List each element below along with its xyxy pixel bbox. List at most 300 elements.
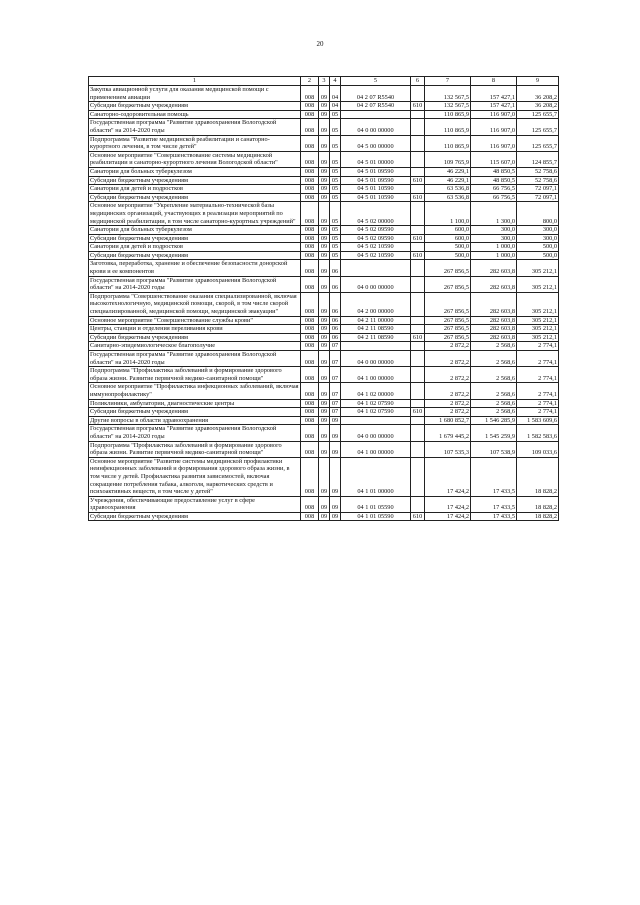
cell-subsection: 05: [330, 234, 341, 243]
cell-section: 09: [319, 243, 330, 252]
cell-amount-year2: 17 433,5: [471, 496, 517, 512]
cell-expense-type: [411, 342, 425, 351]
cell-amount-year3: 1 583 609,6: [517, 416, 559, 425]
cell-name: Подпрограмма "Профилактика заболеваний и формирование здорового образа жизни. Развитие первичной медико-санитарной помощи": [89, 367, 301, 383]
cell-subsection: 06: [330, 333, 341, 342]
table-row: [89, 457, 559, 496]
cell-name: Субсидии бюджетным учреждениям: [89, 333, 301, 342]
cell-amount-year1: 63 536,8: [425, 185, 471, 194]
column-header: 7: [425, 77, 471, 86]
cell-expense-type: [411, 496, 425, 512]
cell-name: Основное мероприятие "Профилактика инфекционных заболеваний, включая иммунопрофилактику": [90, 383, 299, 398]
cell-subsection: 06: [330, 276, 341, 292]
cell-expense-type: [411, 185, 425, 194]
cell-amount-year2: 300,0: [471, 234, 517, 243]
table-row: [89, 251, 559, 260]
cell-amount-year3: 500,0: [517, 243, 559, 252]
cell-amount-year3: 125 655,7: [517, 135, 559, 151]
cell-ministry-code: 008: [301, 226, 319, 235]
cell-name: Подпрограмма "Совершенствование оказания специализированной, включая высокотехнологичную, медицинской помощи, скорой, в том числе скорой специализированной, медицинской помощи, медицинской эвакуации": [89, 292, 301, 316]
cell-name: Субсидии бюджетным учреждениям: [89, 193, 301, 202]
cell-amount-year1: 267 856,5: [425, 325, 471, 334]
cell-ministry-code: 008: [301, 260, 319, 276]
cell-amount-year3: 305 212,1: [517, 292, 559, 316]
cell-subsection: 05: [330, 135, 341, 151]
cell-section: 09: [319, 342, 330, 351]
cell-section: 09: [319, 512, 330, 521]
cell-amount-year3: 124 855,7: [517, 151, 559, 167]
cell-section: 09: [319, 316, 330, 325]
cell-amount-year1: 600,0: [425, 226, 471, 235]
cell-section: 09: [319, 102, 330, 111]
cell-subsection: 04: [330, 102, 341, 111]
cell-name: Центры, станции и отделения переливания крови: [89, 325, 301, 334]
column-header: 8: [471, 77, 517, 86]
cell-section: 09: [319, 135, 330, 151]
cell-section: 09: [319, 193, 330, 202]
cell-ministry-code: 008: [301, 367, 319, 383]
cell-subsection: 05: [330, 185, 341, 194]
cell-amount-year2: 282 603,8: [471, 333, 517, 342]
cell-amount-year2: 282 603,8: [471, 316, 517, 325]
cell-amount-year3: 18 828,2: [517, 496, 559, 512]
cell-name: Субсидии бюджетным учреждениям: [89, 102, 301, 111]
cell-expense-type: [411, 243, 425, 252]
cell-expense-type: [411, 276, 425, 292]
cell-amount-year1: 110 865,9: [425, 110, 471, 119]
table-row: [89, 193, 559, 202]
cell-amount-year1: 267 856,5: [425, 276, 471, 292]
cell-amount-year3: 36 208,2: [517, 86, 559, 102]
cell-section: 09: [319, 496, 330, 512]
cell-amount-year1: 267 856,5: [425, 316, 471, 325]
cell-ministry-code: 008: [301, 193, 319, 202]
cell-expense-type: [411, 110, 425, 119]
cell-ministry-code: 008: [301, 457, 319, 496]
page-number: 20: [316, 40, 324, 48]
cell-section: 09: [319, 226, 330, 235]
table-row: [89, 260, 559, 276]
cell-name: Государственная программа "Развитие здравоохранения Вологодской области" на 2014-2020 годы: [89, 119, 301, 135]
table-row: [89, 102, 559, 111]
cell-target-article: 04 5 01 09590: [341, 167, 411, 176]
cell-expense-type: [411, 351, 425, 367]
cell-subsection: 09: [330, 441, 341, 457]
cell-ministry-code: 008: [301, 185, 319, 194]
cell-target-article: 04 1 01 05590: [341, 496, 411, 512]
cell-subsection: 09: [330, 425, 341, 441]
cell-section: 09: [319, 110, 330, 119]
cell-amount-year1: 63 536,8: [425, 193, 471, 202]
cell-amount-year3: 1 582 583,6: [517, 425, 559, 441]
cell-name: Государственная программа "Развитие здравоохранения Вологодской области" на 2014-2020 годы: [89, 425, 301, 441]
cell-amount-year1: 1 679 445,2: [425, 425, 471, 441]
cell-amount-year2: 300,0: [471, 226, 517, 235]
cell-subsection: 09: [330, 457, 341, 496]
cell-target-article: 04 1 02 00000: [341, 383, 411, 399]
cell-section: 09: [319, 399, 330, 408]
cell-ministry-code: 008: [301, 399, 319, 408]
table-row: [89, 342, 559, 351]
cell-name: Подпрограмма "Развитие медицинской реабилитации и санаторно-курортного лечения, в том числе детей": [89, 135, 301, 151]
table-row: [89, 151, 559, 167]
cell-amount-year1: 1 680 852,7: [425, 416, 471, 425]
cell-amount-year1: 267 856,5: [425, 260, 471, 276]
cell-amount-year2: 282 603,8: [471, 325, 517, 334]
cell-name: Субсидии бюджетным учреждениям: [89, 176, 301, 185]
cell-subsection: 05: [330, 243, 341, 252]
cell-target-article: 04 5 02 10590: [341, 243, 411, 252]
cell-name: Поликлиники, амбулатории, диагностические центры: [89, 399, 301, 408]
cell-amount-year2: 157 427,1: [471, 102, 517, 111]
cell-subsection: 06: [330, 316, 341, 325]
cell-ministry-code: 008: [301, 416, 319, 425]
cell-ministry-code: 008: [301, 316, 319, 325]
table-row: [89, 176, 559, 185]
cell-subsection: 07: [330, 399, 341, 408]
cell-ministry-code: 008: [301, 276, 319, 292]
cell-amount-year1: 46 229,1: [425, 167, 471, 176]
cell-ministry-code: 008: [301, 251, 319, 260]
budget-table: [88, 76, 559, 521]
table-row: [89, 512, 559, 521]
table-row: [89, 110, 559, 119]
cell-section: 09: [319, 119, 330, 135]
cell-amount-year1: 132 567,5: [425, 102, 471, 111]
cell-target-article: 04 5 02 09590: [341, 226, 411, 235]
cell-amount-year2: 2 568,6: [471, 399, 517, 408]
cell-amount-year2: 116 907,0: [471, 135, 517, 151]
cell-ministry-code: 008: [301, 496, 319, 512]
cell-ministry-code: 008: [301, 351, 319, 367]
cell-ministry-code: 008: [301, 167, 319, 176]
cell-expense-type: [411, 151, 425, 167]
cell-amount-year2: 2 568,6: [471, 408, 517, 417]
cell-target-article: [341, 260, 411, 276]
cell-section: 09: [319, 234, 330, 243]
cell-target-article: 04 1 02 07590: [341, 399, 411, 408]
cell-name: Субсидии бюджетным учреждениям: [89, 408, 301, 417]
cell-name: Заготовка, переработка, хранение и обеспечение безопасности донорской крови и ее компонентов: [89, 260, 301, 276]
cell-ministry-code: 008: [301, 102, 319, 111]
cell-amount-year1: 1 100,0: [425, 202, 471, 226]
table-row: [89, 167, 559, 176]
cell-name: Субсидии бюджетным учреждениям: [89, 234, 301, 243]
cell-expense-type: [411, 399, 425, 408]
cell-name: Основное мероприятие "Укрепление материально-технической базы медицинских организаций, участвующих в реализации мероприятий по медицинской реабилитации, в том числе санаторно-курортных учреждений": [89, 202, 301, 226]
cell-subsection: 05: [330, 110, 341, 119]
cell-amount-year3: 2 774,1: [517, 408, 559, 417]
cell-amount-year3: 2 774,1: [517, 399, 559, 408]
cell-subsection: 05: [330, 202, 341, 226]
cell-amount-year2: 1 545 259,9: [471, 425, 517, 441]
table-row: [89, 399, 559, 408]
cell-section: 09: [319, 325, 330, 334]
cell-name: Санаторно-оздоровительная помощь: [89, 110, 301, 119]
cell-target-article: 04 5 02 10590: [341, 251, 411, 260]
cell-section: 09: [319, 441, 330, 457]
cell-expense-type: 610: [411, 176, 425, 185]
cell-amount-year3: 305 212,1: [517, 276, 559, 292]
cell-target-article: 04 2 07 R5540: [341, 102, 411, 111]
cell-subsection: 05: [330, 193, 341, 202]
cell-target-article: 04 1 00 00000: [341, 441, 411, 457]
cell-expense-type: [411, 425, 425, 441]
cell-amount-year2: 115 607,0: [471, 151, 517, 167]
cell-subsection: 05: [330, 176, 341, 185]
cell-section: 09: [319, 292, 330, 316]
cell-ministry-code: 008: [301, 333, 319, 342]
table-row: [89, 226, 559, 235]
cell-amount-year2: 66 756,5: [471, 193, 517, 202]
cell-amount-year3: 125 655,7: [517, 110, 559, 119]
cell-amount-year3: 500,0: [517, 251, 559, 260]
cell-ministry-code: 008: [301, 176, 319, 185]
table-body: [89, 86, 559, 521]
cell-amount-year3: 18 828,2: [517, 512, 559, 521]
cell-expense-type: [411, 367, 425, 383]
cell-amount-year3: 305 212,1: [517, 316, 559, 325]
cell-amount-year2: 48 850,5: [471, 167, 517, 176]
cell-section: 09: [319, 260, 330, 276]
cell-expense-type: 610: [411, 408, 425, 417]
cell-target-article: 04 1 01 00000: [341, 457, 411, 496]
column-header: 1: [89, 77, 301, 86]
cell-amount-year2: 116 907,0: [471, 110, 517, 119]
cell-target-article: 04 2 11 08590: [341, 325, 411, 334]
cell-target-article: 04 2 11 08590: [341, 333, 411, 342]
cell-target-article: 04 0 00 00000: [341, 119, 411, 135]
cell-subsection: 06: [330, 325, 341, 334]
cell-subsection: 05: [330, 119, 341, 135]
cell-amount-year3: 18 828,2: [517, 457, 559, 496]
cell-expense-type: 610: [411, 333, 425, 342]
cell-expense-type: [411, 316, 425, 325]
cell-target-article: [341, 110, 411, 119]
cell-target-article: 04 2 07 R5540: [341, 86, 411, 102]
column-header: 6: [411, 77, 425, 86]
cell-name: Основное мероприятие "Развитие системы медицинской профилактики неинфекционных заболеваний и формирования здорового образа жизни, в том числе у детей. Профилактика развития зависимостей, включая сокращение потребления табака, алкоголя, наркотических средств и психоактивных веществ, в том числе у детей": [89, 457, 301, 496]
cell-name: Субсидии бюджетным учреждениям: [89, 512, 301, 521]
table-row: [89, 425, 559, 441]
cell-amount-year2: 157 427,1: [471, 86, 517, 102]
cell-section: 09: [319, 457, 330, 496]
cell-ministry-code: 008: [301, 425, 319, 441]
cell-subsection: 07: [330, 408, 341, 417]
column-header: 4: [330, 77, 341, 86]
table-row: [89, 243, 559, 252]
cell-amount-year1: 267 856,5: [425, 292, 471, 316]
cell-amount-year1: 2 872,2: [425, 408, 471, 417]
cell-amount-year3: 52 758,6: [517, 176, 559, 185]
column-header: 2: [301, 77, 319, 86]
cell-section: 09: [319, 351, 330, 367]
cell-expense-type: [411, 226, 425, 235]
table-row: [89, 202, 559, 226]
cell-ministry-code: 008: [301, 110, 319, 119]
cell-target-article: 04 1 02 07590: [341, 408, 411, 417]
cell-amount-year3: 72 097,1: [517, 193, 559, 202]
cell-target-article: 04 2 00 00000: [341, 292, 411, 316]
table-row: [89, 383, 559, 399]
cell-expense-type: [411, 457, 425, 496]
cell-subsection: 07: [330, 351, 341, 367]
cell-ministry-code: 008: [301, 342, 319, 351]
cell-subsection: 05: [330, 151, 341, 167]
cell-amount-year1: 267 856,5: [425, 333, 471, 342]
cell-amount-year3: 72 097,1: [517, 185, 559, 194]
cell-subsection: 09: [330, 416, 341, 425]
cell-ministry-code: 008: [301, 408, 319, 417]
cell-ministry-code: 008: [301, 234, 319, 243]
cell-target-article: 04 0 00 00000: [341, 425, 411, 441]
cell-amount-year1: 17 424,2: [425, 457, 471, 496]
cell-name: Закупка авиационной услуги для оказания медицинской помощи с применением авиации: [89, 86, 301, 102]
cell-name: Санатории для больных туберкулезом: [89, 167, 301, 176]
table-row: [89, 119, 559, 135]
cell-amount-year3: 305 212,1: [517, 260, 559, 276]
cell-subsection: 05: [330, 167, 341, 176]
cell-target-article: 04 0 00 00000: [341, 276, 411, 292]
cell-target-article: 04 5 01 10590: [341, 185, 411, 194]
cell-amount-year2: 2 568,6: [471, 383, 517, 399]
cell-ministry-code: 008: [301, 512, 319, 521]
cell-ministry-code: 008: [301, 292, 319, 316]
cell-amount-year2: 48 850,5: [471, 176, 517, 185]
table-row: [89, 316, 559, 325]
table-row: [89, 292, 559, 316]
cell-amount-year3: 300,0: [517, 226, 559, 235]
cell-target-article: 04 5 01 00000: [341, 151, 411, 167]
cell-amount-year1: 2 872,2: [425, 342, 471, 351]
cell-amount-year3: 2 774,1: [517, 351, 559, 367]
cell-amount-year3: 2 774,1: [517, 383, 559, 399]
cell-amount-year1: 2 872,2: [425, 383, 471, 399]
cell-section: 09: [319, 416, 330, 425]
cell-ministry-code: 008: [301, 135, 319, 151]
cell-amount-year3: 2 774,1: [517, 367, 559, 383]
cell-section: 09: [319, 151, 330, 167]
cell-expense-type: [411, 441, 425, 457]
cell-amount-year3: 125 655,7: [517, 119, 559, 135]
cell-name: Санатории для детей и подростков: [89, 243, 301, 252]
table-row: [89, 276, 559, 292]
cell-amount-year2: 2 568,6: [471, 351, 517, 367]
cell-expense-type: 610: [411, 193, 425, 202]
cell-section: 09: [319, 86, 330, 102]
cell-amount-year1: 500,0: [425, 251, 471, 260]
cell-amount-year2: 282 603,8: [471, 292, 517, 316]
table-row: [89, 408, 559, 417]
cell-amount-year2: 2 568,6: [471, 367, 517, 383]
cell-amount-year1: 46 229,1: [425, 176, 471, 185]
cell-target-article: 04 1 00 00000: [341, 367, 411, 383]
cell-ministry-code: 008: [301, 243, 319, 252]
cell-amount-year2: 282 603,8: [471, 260, 517, 276]
cell-section: 09: [319, 367, 330, 383]
cell-subsection: 07: [330, 367, 341, 383]
cell-name: Санитарно-эпидемиологическое благополучие: [89, 342, 301, 351]
cell-amount-year2: 1 300,0: [471, 202, 517, 226]
cell-amount-year1: 109 765,9: [425, 151, 471, 167]
cell-amount-year2: 1 000,0: [471, 243, 517, 252]
table-row: [89, 185, 559, 194]
cell-amount-year3: 36 208,2: [517, 102, 559, 111]
cell-ministry-code: 008: [301, 86, 319, 102]
cell-section: 09: [319, 176, 330, 185]
cell-ministry-code: 008: [301, 383, 319, 399]
cell-amount-year1: 132 567,5: [425, 86, 471, 102]
cell-section: 09: [319, 383, 330, 399]
cell-amount-year3: 305 212,1: [517, 333, 559, 342]
cell-subsection: 06: [330, 260, 341, 276]
cell-target-article: 04 2 11 00000: [341, 316, 411, 325]
table-row: [89, 367, 559, 383]
cell-amount-year2: 2 568,6: [471, 342, 517, 351]
cell-expense-type: 610: [411, 512, 425, 521]
cell-subsection: 05: [330, 226, 341, 235]
cell-ministry-code: 008: [301, 119, 319, 135]
cell-name: Основное мероприятие "Совершенствование системы медицинской реабилитации и санаторно-курортного лечения Вологодской области": [89, 151, 301, 167]
table-row: [89, 86, 559, 102]
cell-target-article: 04 5 00 00000: [341, 135, 411, 151]
cell-expense-type: [411, 292, 425, 316]
cell-amount-year2: 66 756,5: [471, 185, 517, 194]
cell-name: Государственная программа "Развитие здравоохранения Вологодской области" на 2014-2020 годы: [89, 276, 301, 292]
table-header-row: [89, 77, 559, 86]
cell-expense-type: 610: [411, 234, 425, 243]
cell-name: Другие вопросы в области здравоохранения: [89, 416, 301, 425]
cell-name: Государственная программа "Развитие здравоохранения Вологодской области" на 2014-2020 годы: [89, 351, 301, 367]
cell-expense-type: [411, 86, 425, 102]
cell-amount-year1: 110 865,9: [425, 119, 471, 135]
cell-section: 09: [319, 425, 330, 441]
cell-amount-year2: 107 538,9: [471, 441, 517, 457]
cell-amount-year1: 2 872,2: [425, 399, 471, 408]
cell-name: Подпрограмма "Профилактика заболеваний и формирование здорового образа жизни. Развитие первичной медико-санитарной помощи": [89, 441, 301, 457]
cell-amount-year2: 1 546 285,9: [471, 416, 517, 425]
column-header: 9: [517, 77, 559, 86]
cell-section: 09: [319, 408, 330, 417]
cell-name: Санатории для детей и подростков: [89, 185, 301, 194]
cell-subsection: 07: [330, 383, 341, 399]
table-row: [89, 351, 559, 367]
cell-amount-year1: 110 865,9: [425, 135, 471, 151]
cell-target-article: 04 1 01 05590: [341, 512, 411, 521]
cell-amount-year1: 500,0: [425, 243, 471, 252]
cell-amount-year3: 305 212,1: [517, 325, 559, 334]
cell-amount-year2: 282 603,8: [471, 276, 517, 292]
cell-expense-type: [411, 383, 425, 399]
cell-expense-type: [411, 416, 425, 425]
table-row: [89, 234, 559, 243]
table-row: [89, 496, 559, 512]
column-header: 5: [341, 77, 411, 86]
cell-section: 09: [319, 202, 330, 226]
cell-subsection: 04: [330, 86, 341, 102]
cell-section: 09: [319, 167, 330, 176]
cell-amount-year3: 52 758,6: [517, 167, 559, 176]
cell-amount-year1: 17 424,2: [425, 496, 471, 512]
cell-target-article: 04 5 01 10590: [341, 193, 411, 202]
table-row: [89, 333, 559, 342]
cell-amount-year1: 2 872,2: [425, 351, 471, 367]
cell-amount-year3: 300,0: [517, 234, 559, 243]
cell-subsection: 06: [330, 292, 341, 316]
cell-target-article: [341, 342, 411, 351]
table-row: [89, 135, 559, 151]
cell-amount-year3: 2 774,1: [517, 342, 559, 351]
